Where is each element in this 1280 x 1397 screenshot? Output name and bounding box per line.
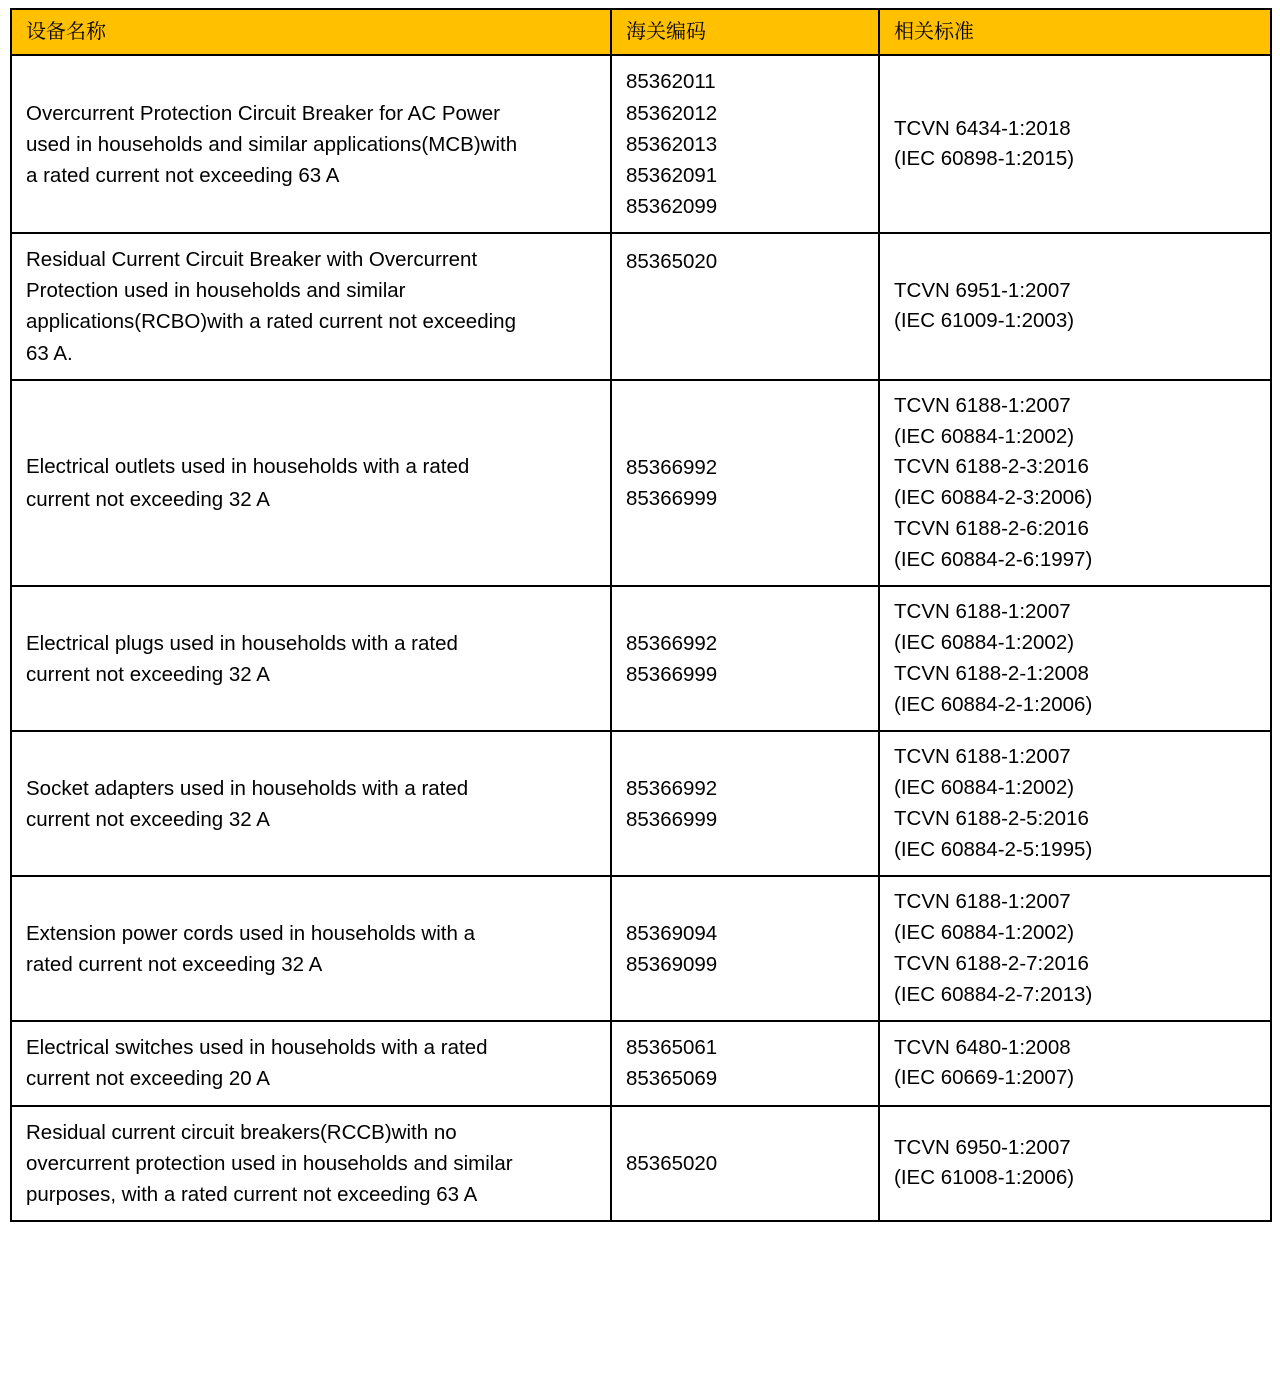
equipment-name-cell-lines xyxy=(26,628,596,690)
table-row xyxy=(11,233,1271,380)
customs-code-cell xyxy=(611,1021,879,1105)
related-standard-cell xyxy=(879,55,1271,233)
customs-code-cell-lines xyxy=(626,66,864,222)
related-standard-cell-line: (IEC 61008-1:2006) xyxy=(894,1166,1075,1190)
related-standard-cell-line: (IEC 60884-1:2002) xyxy=(894,921,1075,945)
customs-code-cell-line: 85362091 xyxy=(626,163,718,187)
equipment-name-cell-line: current not exceeding 32 A xyxy=(26,488,270,512)
customs-code-cell xyxy=(611,876,879,1021)
customs-code-cell-line: 85362013 xyxy=(626,132,718,156)
equipment-name-cell-line: Electrical outlets used in households with a rated xyxy=(26,454,470,478)
equipment-name-cell-lines xyxy=(26,773,596,835)
equipment-name-cell xyxy=(11,876,611,1021)
equipment-name-cell-line: Extension power cords used in households with a xyxy=(26,921,475,945)
related-standard-cell-line: TCVN 6188-2-6:2016 xyxy=(894,516,1089,540)
customs-code-cell-lines xyxy=(626,1148,864,1179)
equipment-name-cell xyxy=(11,1021,611,1105)
equipment-name-cell-line: Overcurrent Protection Circuit Breaker for AC Power xyxy=(26,101,500,125)
related-standard-cell-line: (IEC 61009-1:2003) xyxy=(894,309,1075,333)
equipment-name-cell-line: 63 A. xyxy=(26,341,73,365)
customs-code-cell-line: 85362011 xyxy=(626,70,716,94)
customs-code-cell-line: 85366999 xyxy=(626,662,718,686)
customs-code-cell-line: 85369099 xyxy=(626,952,718,976)
equipment-name-cell-lines xyxy=(26,98,596,191)
related-standard-cell-lines xyxy=(894,276,1256,338)
related-standard-cell xyxy=(879,1021,1271,1105)
table-row xyxy=(11,731,1271,876)
related-standard-cell-line: (IEC 60884-1:2002) xyxy=(894,776,1075,800)
table-body xyxy=(11,55,1271,1221)
customs-code-cell-line: 85366999 xyxy=(626,807,718,831)
related-standard-cell-line: TCVN 6188-1:2007 xyxy=(894,890,1071,914)
related-standard-cell-line: TCVN 6188-1:2007 xyxy=(894,600,1071,624)
related-standard-cell xyxy=(879,586,1271,731)
customs-code-cell-line: 85366999 xyxy=(626,487,718,511)
equipment-name-cell xyxy=(11,1106,611,1221)
equipment-name-cell-lines xyxy=(26,1032,596,1094)
related-standard-cell-lines xyxy=(894,391,1256,576)
customs-code-cell-line: 85362099 xyxy=(626,195,718,219)
related-standard-cell-line: TCVN 6188-1:2007 xyxy=(894,745,1071,769)
column-header-equipment-name: 设备名称 xyxy=(11,9,611,55)
related-standard-cell-line: (IEC 60884-1:2002) xyxy=(894,631,1075,655)
customs-code-cell xyxy=(611,1106,879,1221)
customs-code-cell-line: 85369094 xyxy=(626,921,718,945)
equipment-name-cell-line: used in households and similar applications(MCB)with xyxy=(26,132,518,156)
related-standard-cell xyxy=(879,1106,1271,1221)
equipment-name-cell-line: applications(RCBO)with a rated current not exceeding xyxy=(26,310,516,334)
equipment-name-cell-line: a rated current not exceeding 63 A xyxy=(26,163,340,187)
equipment-name-cell-lines xyxy=(26,244,596,369)
column-header-related-standard: 相关标准 xyxy=(879,9,1271,55)
customs-code-cell-lines xyxy=(626,773,864,835)
table-row xyxy=(11,55,1271,233)
customs-code-cell-line: 85365020 xyxy=(626,1151,718,1175)
related-standard-cell-lines xyxy=(894,114,1256,176)
related-standard-cell-lines xyxy=(894,887,1256,1010)
related-standard-cell xyxy=(879,876,1271,1021)
customs-code-cell xyxy=(611,233,879,380)
table-row xyxy=(11,876,1271,1021)
equipment-name-cell-line: current not exceeding 32 A xyxy=(26,662,270,686)
equipment-name-cell-line: rated current not exceeding 32 A xyxy=(26,952,323,976)
related-standard-cell-line: TCVN 6951-1:2007 xyxy=(894,278,1071,302)
equipment-name-cell-line: Electrical plugs used in households with a rated xyxy=(26,631,458,655)
equipment-name-cell-line: Electrical switches used in households with a rated xyxy=(26,1036,488,1060)
customs-code-cell-line: 85365069 xyxy=(626,1067,718,1091)
equipment-name-cell-line: Socket adapters used in households with a rated xyxy=(26,776,469,800)
customs-code-cell-lines xyxy=(626,1032,864,1094)
related-standard-cell-lines xyxy=(894,597,1256,720)
customs-code-cell-line: 85366992 xyxy=(626,455,718,479)
equipment-name-cell xyxy=(11,731,611,876)
customs-code-cell xyxy=(611,55,879,233)
equipment-standards-table xyxy=(10,8,1272,1222)
related-standard-cell-lines xyxy=(894,742,1256,865)
related-standard-cell xyxy=(879,233,1271,380)
equipment-name-cell-line: current not exceeding 20 A xyxy=(26,1067,270,1091)
related-standard-cell-line: (IEC 60884-1:2002) xyxy=(894,424,1075,448)
related-standard-cell-line: TCVN 6480-1:2008 xyxy=(894,1035,1071,1059)
related-standard-cell-line: TCVN 6434-1:2018 xyxy=(894,116,1071,140)
related-standard-cell-line: (IEC 60884-2-6:1997) xyxy=(894,547,1093,571)
equipment-name-cell-line: Protection used in households and similar xyxy=(26,279,406,303)
equipment-name-cell-line: overcurrent protection used in households and similar xyxy=(26,1151,513,1175)
related-standard-cell-lines xyxy=(894,1033,1256,1095)
related-standard-cell xyxy=(879,380,1271,587)
customs-code-cell-line: 85366992 xyxy=(626,631,718,655)
equipment-name-cell-line: current not exceeding 32 A xyxy=(26,807,270,831)
related-standard-cell-line: TCVN 6188-1:2007 xyxy=(894,393,1071,417)
related-standard-cell-line: TCVN 6188-2-3:2016 xyxy=(894,455,1089,479)
table-row xyxy=(11,380,1271,587)
customs-code-cell-line: 85366992 xyxy=(626,776,718,800)
equipment-name-cell-line: Residual current circuit breakers(RCCB)with no xyxy=(26,1120,457,1144)
table-row xyxy=(11,1021,1271,1105)
customs-code-cell xyxy=(611,380,879,587)
customs-code-cell xyxy=(611,731,879,876)
related-standard-cell-line: TCVN 6188-2-7:2016 xyxy=(894,951,1089,975)
equipment-name-cell-lines xyxy=(26,450,596,516)
related-standard-cell-line: (IEC 60884-2-1:2006) xyxy=(894,692,1093,716)
table-header-row xyxy=(11,9,1271,55)
related-standard-cell-line: (IEC 60884-2-5:1995) xyxy=(894,837,1093,861)
column-header-customs-code: 海关编码 xyxy=(611,9,879,55)
equipment-name-cell-lines xyxy=(26,918,596,980)
equipment-name-cell-line: Residual Current Circuit Breaker with Overcurrent xyxy=(26,248,478,272)
customs-code-cell-lines xyxy=(626,452,864,514)
related-standard-cell xyxy=(879,731,1271,876)
customs-code-cell-line: 85365061 xyxy=(626,1036,718,1060)
equipment-name-cell-lines xyxy=(26,1117,596,1210)
related-standard-cell-line: (IEC 60898-1:2015) xyxy=(894,147,1075,171)
customs-code-cell-lines xyxy=(626,918,864,980)
table-row xyxy=(11,1106,1271,1221)
related-standard-cell-lines xyxy=(894,1133,1256,1195)
equipment-name-cell xyxy=(11,233,611,380)
related-standard-cell-line: TCVN 6950-1:2007 xyxy=(894,1135,1071,1159)
related-standard-cell-line: (IEC 60884-2-3:2006) xyxy=(894,486,1093,510)
table-row xyxy=(11,586,1271,731)
equipment-name-cell xyxy=(11,380,611,587)
customs-code-cell xyxy=(611,586,879,731)
equipment-name-cell-line: purposes, with a rated current not exceeding 63 A xyxy=(26,1182,478,1206)
customs-code-cell-line: 85362012 xyxy=(626,101,718,125)
related-standard-cell-line: (IEC 60884-2-7:2013) xyxy=(894,982,1093,1006)
related-standard-cell-line: TCVN 6188-2-5:2016 xyxy=(894,806,1089,830)
customs-code-cell-lines xyxy=(626,628,864,690)
related-standard-cell-line: (IEC 60669-1:2007) xyxy=(894,1066,1075,1090)
equipment-name-cell xyxy=(11,55,611,233)
customs-code-cell-line: 85365020 xyxy=(626,250,718,274)
customs-code-cell-lines xyxy=(626,246,864,277)
equipment-name-cell xyxy=(11,586,611,731)
related-standard-cell-line: TCVN 6188-2-1:2008 xyxy=(894,661,1089,685)
